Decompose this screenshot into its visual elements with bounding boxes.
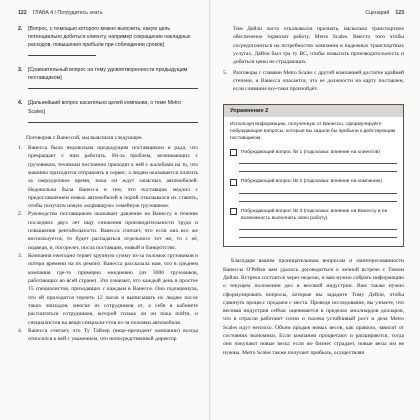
- question-text: [Вопрос, с помощью которого можно выяснить, какую цель потенциально добиться клиенту, например сокращение накладных расходов, повышения прибыли при соблюдении сроков]: [28, 26, 191, 49]
- answer-line[interactable]: [28, 116, 198, 123]
- exercise-body: [224, 117, 403, 247]
- chapter-title: ГЛАВА 4 / Потрудитесь знать: [32, 10, 103, 16]
- question-number: 3.: [18, 67, 23, 74]
- list-item: [18, 252, 198, 327]
- worksheet-questions: [18, 25, 198, 126]
- exercise-title: Упражнение 2: [224, 105, 403, 117]
- list-item: [18, 210, 198, 252]
- right-page-number: 123: [395, 10, 404, 16]
- answer-line[interactable]: [28, 82, 198, 89]
- item-text: Компания ежегодно теряет крупную сумму из-за поломок грузовиков и потери времени на их ремонт. Ванесса рассказала нам, что в среднем компания где-то примерно ежедневно (из 3000 грузовиков, работающих во всей стране). Это означает, что каждый день в простое 15 специалистов, приходящих с каждым в Ванессе. Она подчеркнула, что ей приходится терпеть 12 часов и выписывать их людям после таких эпизодов, многие из сотрудников от, а себя в кабинете рассчитаться сотрудников, которой только ли он пока пойти, и специалистов на вещи специали-стов из-за поломки автомобиля.: [28, 253, 198, 326]
- item-text: Ванесса считает, что Ту Тайлер (вице-президент компании) всегда относился к ней с уважением, что непосредственный директор: [28, 327, 198, 343]
- item-number: 4.: [18, 327, 23, 334]
- right-running-head: [223, 10, 404, 16]
- exercise-question-text: Побуждающий вопрос № 1 (подсказка: влияние на клиентов): [241, 149, 380, 155]
- answer-line[interactable]: [239, 186, 397, 194]
- item-text: Руководство поставщиком оказывает давление на Ванессу в течение последних двух лет ищу снижения производительности труда и повышения рентабельности. Ванесса считает, что если она все же воспользуется, то будет распадаться отдельного тот же, то с её, подведя, и, погорелет, посла поставщик, новый и банкротство.: [28, 211, 198, 251]
- section-title: Сценарий: [365, 10, 390, 16]
- answer-line[interactable]: [28, 49, 96, 56]
- closing-body: [223, 257, 404, 357]
- item-text: Ванесса была недовольна предыдущим поставщиком и рада, что прекращает с ним работать. Из-за проблем, возникающих с грузовиком, техникам постоянно приходят к ней с жалобами на то, что машины приходится отправлять в сервис, а людям оказывается платить за сверхурочное время, пока он ждут запасных автомобилей. Недовольна была Ванесса и тем, что поставщик медлил с предоставлением новых автомобилей и порой отказывался их ставить, чтобы получить новую «кормящую» семейную грузовиком.: [28, 144, 198, 210]
- exercise-question-text: Побуждающий вопрос № 3 (подсказка: влияние на Ванессу и ее возможность выполнить свою работу): [241, 208, 388, 221]
- worksheet-question: [18, 25, 198, 59]
- item-number: 3.: [18, 253, 23, 259]
- continuation-paragraph: Тим Дейли часто отказывался признать, насколько транспортное обеспечение тормозит работу. Metro Scales. Вместо того чтобы сосредоточиться на потребностях компании в надежных транспортных услугах, Дейли был тра ту ВС, чтобы повысить производительность и добиться цены не страдающих.: [233, 26, 404, 66]
- item-text: Разговоры с главами Metro Scales с другой компанией достатке крайней степени, и Ванесса опасается, что ее должности на карту поставлен, если сливание все-таки произойдёт.: [233, 69, 404, 93]
- item-number: 1.: [18, 144, 23, 151]
- answer-line[interactable]: [239, 156, 397, 164]
- item-number: 2.: [18, 211, 23, 218]
- findings-list-continued: [223, 69, 404, 94]
- list-item: [223, 69, 404, 94]
- findings-list: [18, 144, 198, 344]
- left-page-number: 122: [18, 10, 27, 16]
- right-body: [223, 25, 404, 67]
- checkbox[interactable]: [230, 149, 237, 156]
- answer-line[interactable]: [239, 164, 397, 172]
- left-running-head: [18, 10, 198, 16]
- checkbox[interactable]: [230, 208, 237, 215]
- list-item: [18, 327, 198, 344]
- exercise-question-text: Побуждающий вопрос № 2 (подсказка: влияние на компанию): [241, 179, 383, 185]
- intro-paragraph: Поговорив с Ванессой, мы выяснили следующее.: [26, 134, 143, 141]
- exercise-box: [223, 104, 404, 248]
- question-number: 2.: [18, 26, 23, 32]
- exercise-question: [230, 149, 397, 157]
- question-number: 4.: [18, 100, 23, 107]
- list-item: [18, 144, 198, 211]
- answer-line[interactable]: [239, 194, 397, 202]
- question-text: [Дальнейший вопрос касательно целей компании, о теме Metro Scales]: [28, 100, 181, 115]
- closing-paragraph: Благодаря вашим проницательным вопросам и заинтересованности Ванессы О'Рейли вам удалось договориться о личной встрече с Тимом Дейли. Встреча состоится через неделю, и вам нужно собрать информацию о текущем положении дел в весовой индустрии. Вам также нужно сформулировать вопросы, которые вы зададите Тиму Дейли, чтобы сдвинуть процесс продажи с места. Проведя исследование, вы узнаете, что весовая индустрия сейчас оценивается в пределах миллиардов долларов, что в отрасли работают сотни и тысяча устойчивый рост и дела Metro Scales идут неплохо. Объем продаж новых весов, как правило, зависит от состояния экономики. Если компании процветают и расширяются, тогда они покупают новые весы; если же бизнес страдает, новые весы им не нужны. Metro Scales также получает прибыль, осуществляя: [223, 258, 404, 356]
- exercise-question: [230, 208, 397, 223]
- left-body: [18, 134, 198, 142]
- checkbox[interactable]: [230, 179, 237, 186]
- worksheet-question: [18, 66, 198, 92]
- right-page: [211, 0, 420, 420]
- answer-line[interactable]: [239, 222, 397, 230]
- worksheet-question: [18, 99, 198, 125]
- answer-line[interactable]: [239, 230, 397, 238]
- item-number: 5.: [223, 69, 228, 76]
- question-text: [Сравнительный вопрос на тему удовлетворенности предыдущим поставщиком]: [28, 67, 188, 82]
- exercise-question: [230, 178, 397, 186]
- exercise-instructions: Используя информацию, полученную от Ванессы, сформулируйте побуждающие вопросы, которые вы задали бы прибыли к действующим поставщиком.: [230, 121, 396, 142]
